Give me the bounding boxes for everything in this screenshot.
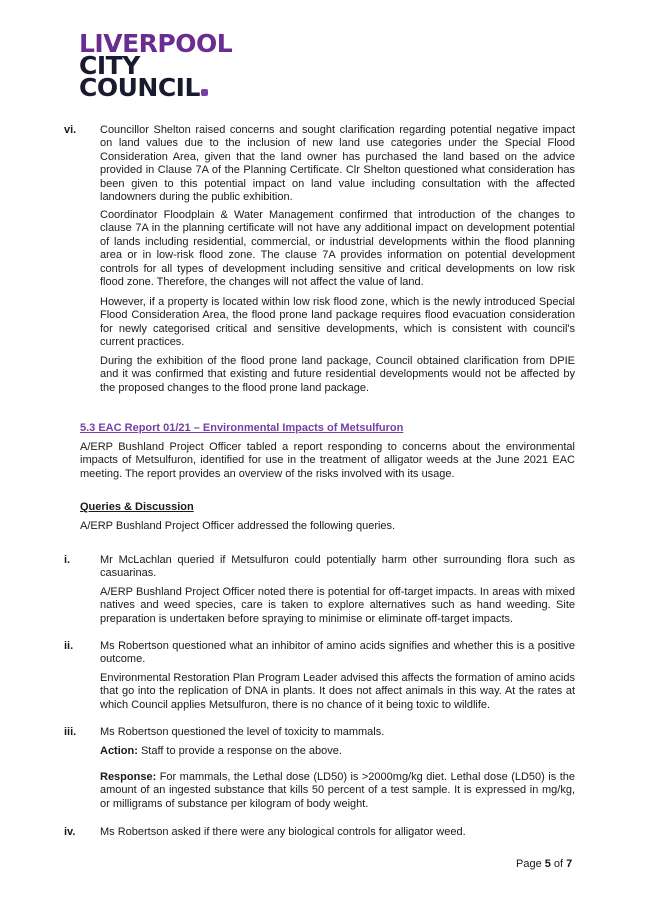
queries-intro: A/ERP Bushland Project Officer addressed the following queries.	[80, 520, 396, 532]
query-number: iv.	[64, 826, 76, 838]
item-vi-paragraph-2: Coordinator Floodplain & Water Management confirmed that introduction of the changes to clause 7A in the planning certificate will not have any additional impact on development potential of lands including residential, commercial, or industrial developments within the flood planning area or in low-risk flood zone. The clause 7A provides information on potential development controls for all types of development including sensitive and critical developments on low risk flood zone. Therefore, the changes will not affect the value of land.	[100, 209, 575, 289]
query-iii-question: Ms Robertson questioned the level of toxicity to mammals.	[100, 726, 385, 738]
page-total: 7	[566, 858, 573, 870]
page-number: 5	[544, 858, 551, 870]
item-vi-paragraph-4: During the exhibition of the flood prone land package, Council obtained clarification from DPIE and it was confirmed that existing and future residential developments would not be affected by the proposed changes to the flood prone land package.	[100, 355, 575, 394]
logo-line-1: LIVERPOOL	[79, 29, 233, 58]
action-label: Action:	[100, 745, 138, 757]
query-number: i.	[64, 554, 71, 566]
query-i-question: Mr McLachlan queried if Metsulfuron could potentially harm other surrounding flora such as casuarinas.	[100, 554, 575, 580]
query-ii-answer: Environmental Restoration Plan Program Leader advised this affects the formation of amino acids that go into the replication of DNA in plants. It does not affect animals in this way. At the rates at which Council applies Metsulfuron, there is no chance of it being toxic to wildlife.	[100, 672, 575, 711]
query-iv-question: Ms Robertson asked if there were any biological controls for alligator weed.	[100, 826, 466, 838]
logo-line-2: CITY	[79, 51, 140, 80]
query-i-answer: A/ERP Bushland Project Officer noted there is potential for off-target impacts. In areas with mixed natives and weed species, care is taken to explore alternatives such as hand weeding. Site preparation is undertaken before spraying to minimise or eliminate off-target impacts.	[100, 586, 575, 625]
query-ii-question: Ms Robertson questioned what an inhibitor of amino acids signifies and whether this is a positive outcome.	[100, 640, 575, 666]
query-number: ii.	[64, 640, 74, 652]
logo-dot	[201, 89, 208, 96]
logo-line-3: COUNCIL	[79, 77, 232, 99]
query-iii-action	[100, 745, 575, 758]
page-footer: Page 5 of 7	[516, 858, 573, 870]
query-number: iii.	[64, 726, 77, 738]
item-number: vi.	[64, 124, 77, 136]
queries-subheading: Queries & Discussion	[80, 501, 194, 513]
item-vi-paragraph-3: However, if a property is located within low risk flood zone, which is the newly introduced Special Flood Consideration Area, the flood prone land package requires flood evacuation consideration for newly categorised critical and sensitive developments, which is consistent with council's current practices.	[100, 296, 575, 349]
query-iii-response	[100, 771, 575, 811]
action-text: Staff to provide a response on the above.	[137, 745, 342, 757]
response-text: For mammals, the Lethal dose (LD50) is >2000mg/kg diet. Lethal dose (LD50) is the amount of an ingested substance that kills 50 percent of a test sample. It is expressed in mg/kg, or milligrams of substance per kilogram of body weight.	[100, 771, 575, 810]
section-intro: A/ERP Bushland Project Officer tabled a report responding to concerns about the environmental impacts of Metsulfuron, identified for use in the treatment of alligator weeds at the June 2021 EAC meeting. The report provides an overview of the risks involved with its usage.	[80, 441, 575, 480]
section-heading-link[interactable]: 5.3 EAC Report 01/21 – Environmental Impacts of Metsulfuron	[80, 422, 404, 434]
item-vi-paragraph-1: Councillor Shelton raised concerns and sought clarification regarding potential negative impact on land values due to the inclusion of new land use categories under the Special Flood Consideration Area, given that the land owner has purchased the land based on the advice provided in Clause 7A of the Planning Certificate. Clr Shelton questioned what consideration has been given to this potential impact on land value including consultation with the affected landowners during the public exhibition.	[100, 124, 575, 204]
response-label: Response:	[100, 771, 157, 783]
council-logo	[79, 29, 233, 102]
